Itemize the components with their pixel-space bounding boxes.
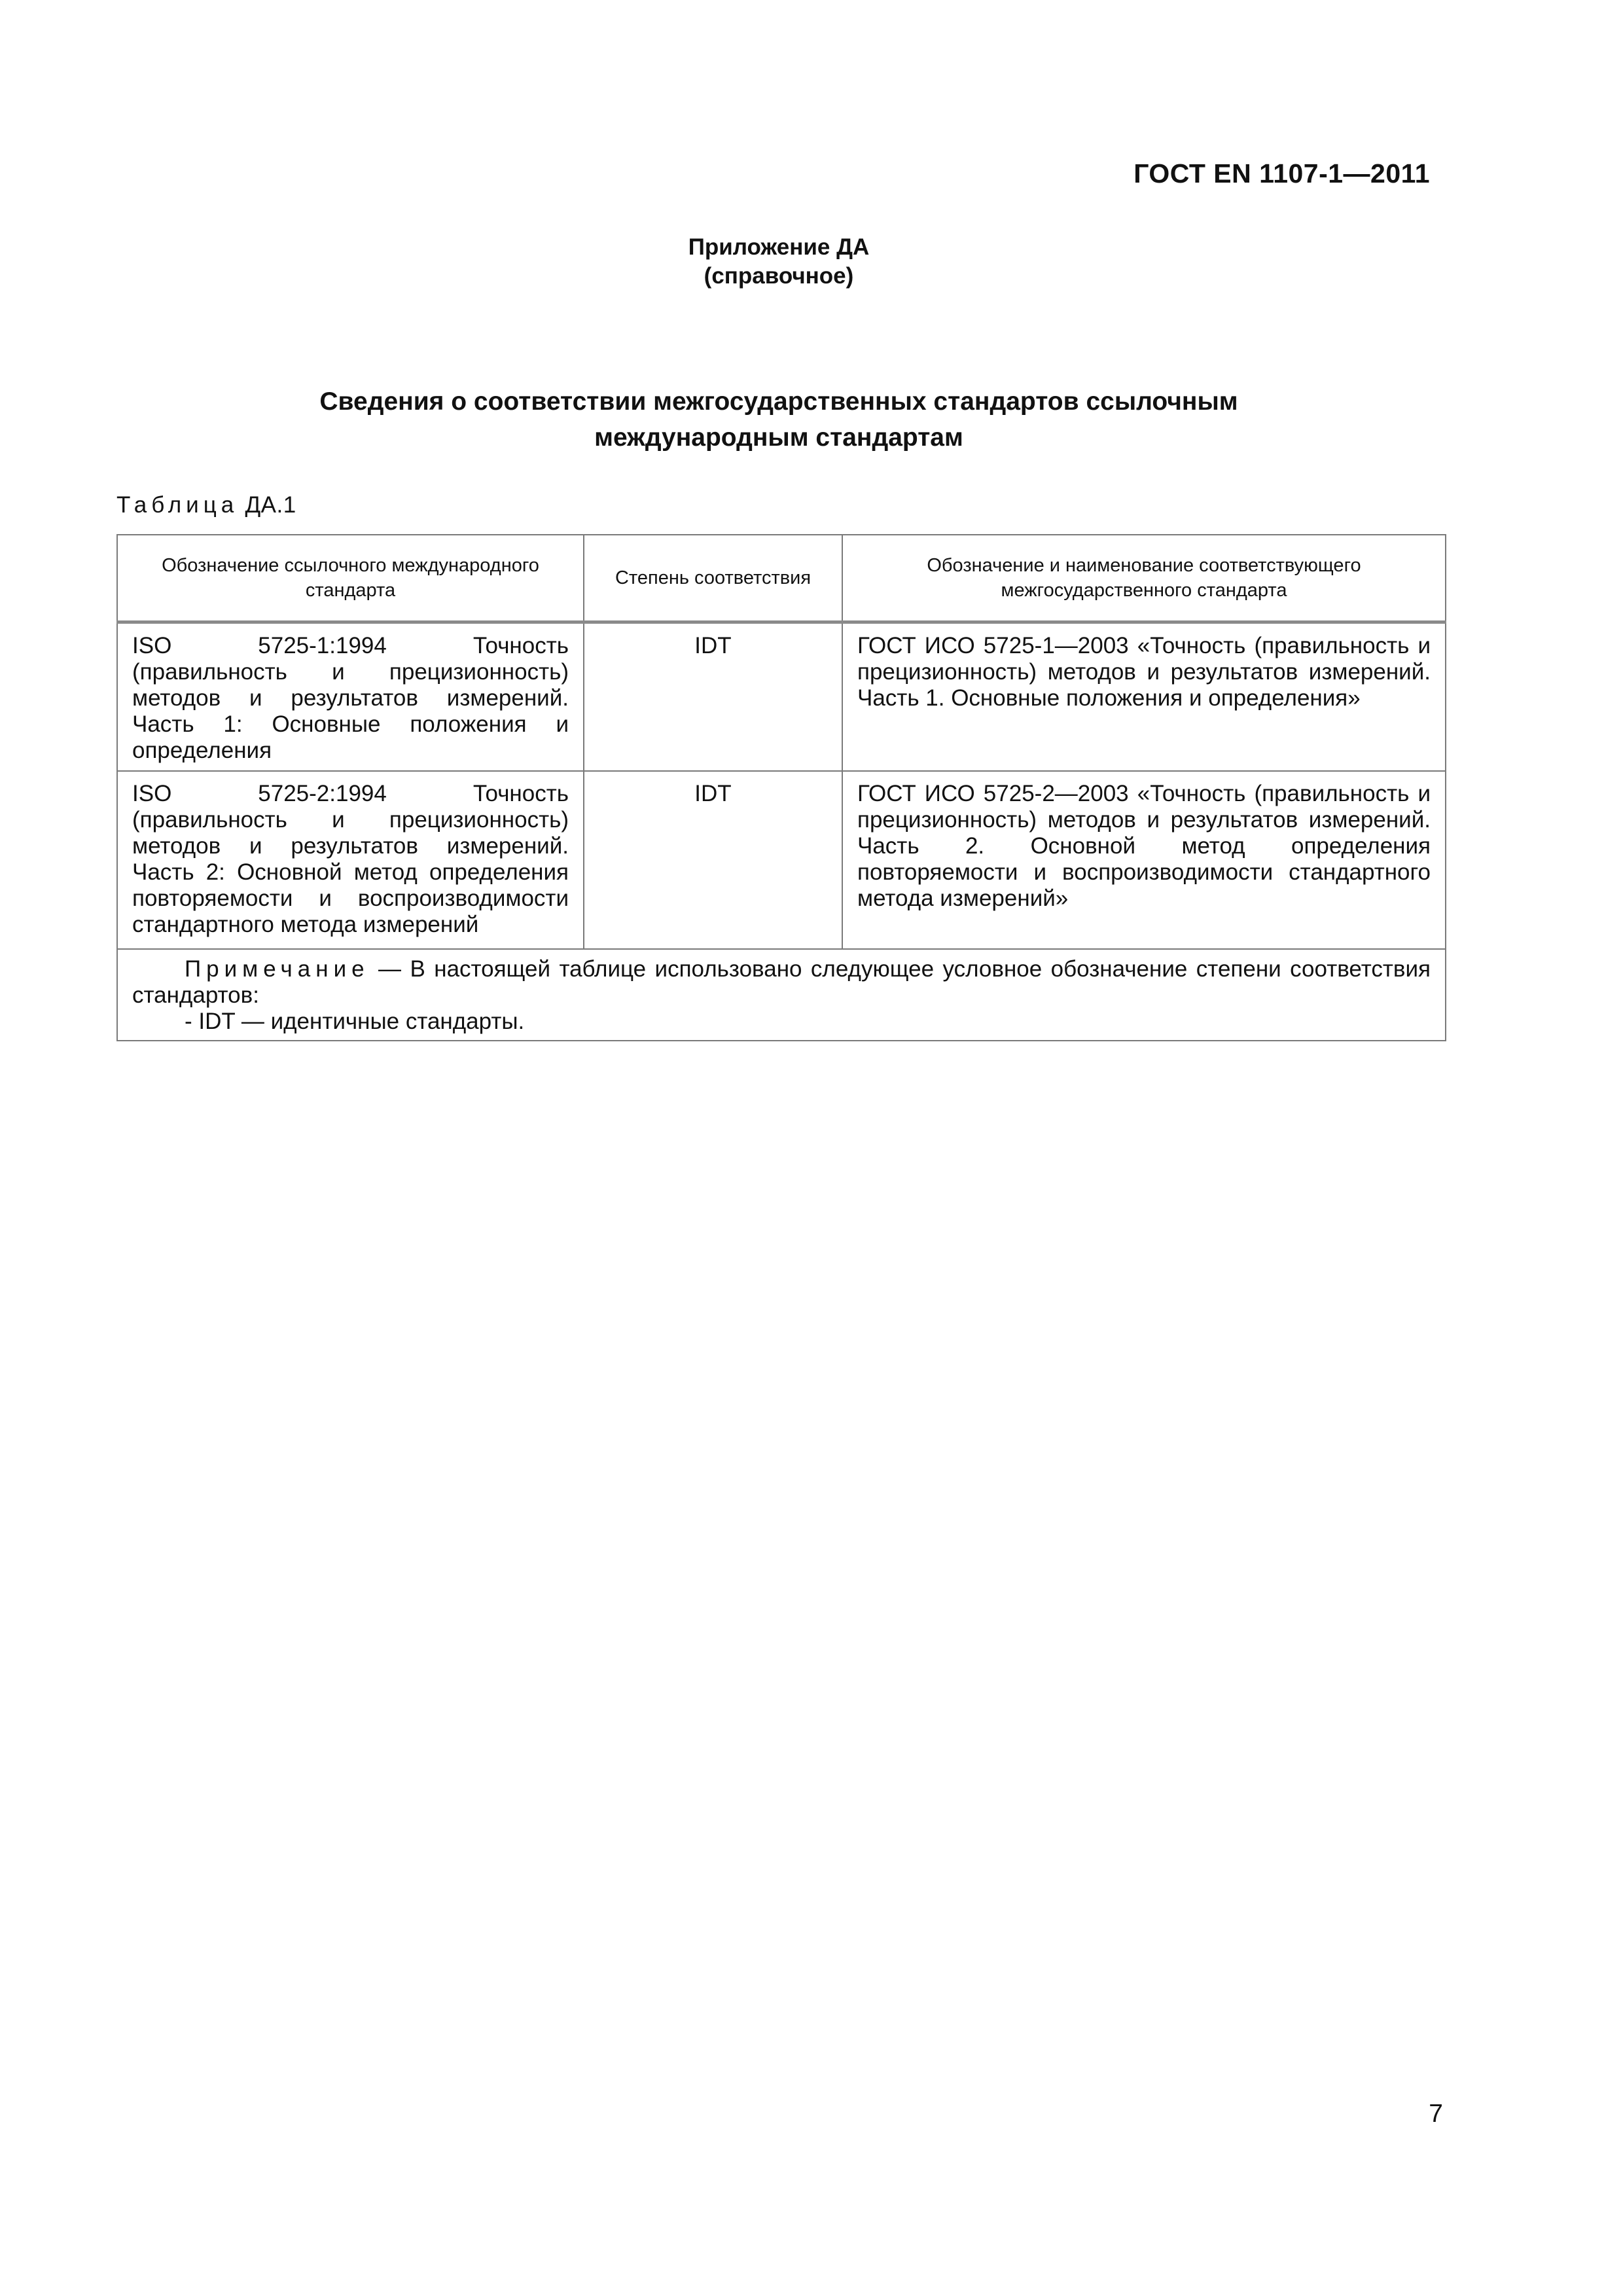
- note-text: [132, 956, 1431, 1009]
- reference-standard-cell: ISO 5725-2:1994 Точность (правильность и прецизионность) методов и результатов измерений. Часть 2: Основной метод определения повторяемости и воспроизводимости стандартного метода измерений: [117, 771, 584, 949]
- table-label-word: Таблица: [116, 492, 239, 518]
- document-code: ГОСТ EN 1107-1—2011: [1133, 158, 1430, 188]
- appendix-type: (справочное): [704, 263, 854, 289]
- table-label: [116, 492, 296, 518]
- interstate-standard-cell: ГОСТ ИСО 5725-1—2003 «Точность (правильность и прецизионность) методов и результатов измерений. Часть 1. Основные положения и определения»: [842, 622, 1446, 772]
- table-header-row: [117, 535, 1446, 622]
- header-reference-standard: Обозначение ссылочного международного стандарта: [117, 535, 584, 622]
- note-lead: Примечание: [185, 956, 370, 982]
- note-body: — В настоящей таблице использовано следующее условное обозначение степени соответствия стандартов:: [132, 956, 1431, 1008]
- reference-standard-cell: ISO 5725-1:1994 Точность (правильность и прецизионность) методов и результатов измерений. Часть 1: Основные положения и определения: [117, 622, 584, 772]
- section-title-line-2: международным стандартам: [594, 423, 963, 452]
- table-note: [117, 949, 1446, 1041]
- header-interstate-standard: Обозначение и наименование соответствующего межгосударственного стандарта: [842, 535, 1446, 622]
- degree-cell: IDT: [584, 622, 842, 772]
- section-title-line-1: Сведения о соответствии межгосударственных стандартов ссылочным: [319, 387, 1238, 416]
- degree-cell: IDT: [584, 771, 842, 949]
- table-note-row: [117, 949, 1446, 1041]
- header-degree-of-correspondence: Степень соответствия: [584, 535, 842, 622]
- section-title: [0, 384, 1558, 456]
- page-number: 7: [1429, 2100, 1443, 2128]
- table-label-number: ДА.1: [245, 492, 296, 518]
- note-item: - IDT — идентичные стандарты.: [185, 1009, 525, 1034]
- correspondence-table: [116, 534, 1446, 1041]
- appendix-heading: [0, 233, 1558, 291]
- table-row: [117, 622, 1446, 772]
- appendix-title: Приложение ДА: [688, 234, 870, 260]
- table-row: [117, 771, 1446, 949]
- interstate-standard-cell: ГОСТ ИСО 5725-2—2003 «Точность (правильность и прецизионность) методов и результатов измерений. Часть 2. Основной метод определения повторяемости и воспроизводимости стандартного метода измерений»: [842, 771, 1446, 949]
